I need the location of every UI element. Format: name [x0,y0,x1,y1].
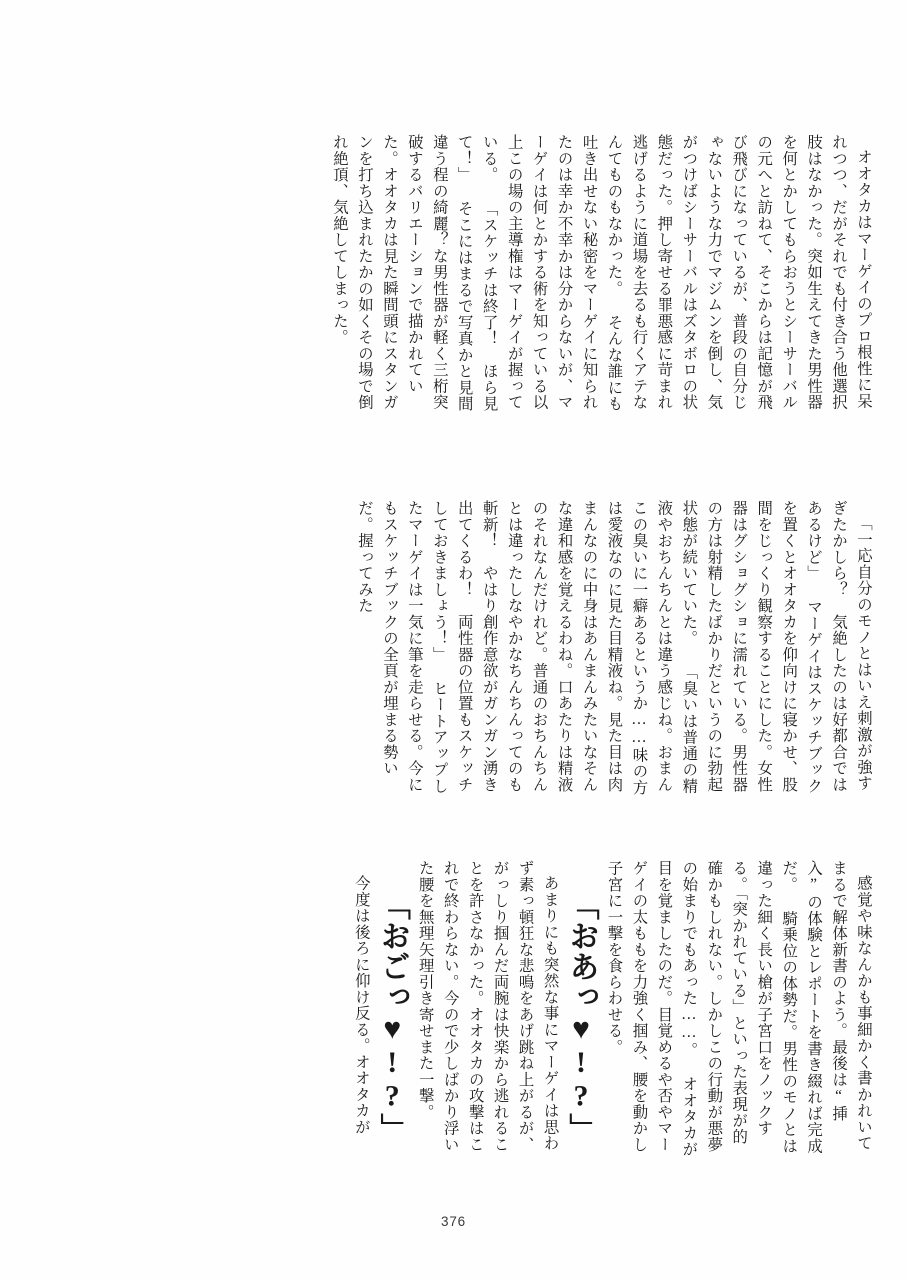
page-number: 376 [441,1214,466,1229]
paragraph-3c: 今度は後ろに仰け反る。オオタカが [352,875,370,1136]
shout-line-2: 「おごっ♥!?」 [375,890,409,1144]
text-block-1 [65,134,875,419]
paragraph-1: オオタカはマーゲイのプロ根性に呆れつつ、だがそれでも付き合う他選択肢はなかった。突如生えてきた男性器を何とかしてもらおうとシーサーバルの元へと訪ねて、そこからは記憶が飛び飛びになっているが、普段の自分じゃないような力でマジムンを倒し、気がつけばシーサーバルはズタボロの状態だった。押し寄せる罪悪感に苛まれ逃げるように道場を去るも行くアテなんてものもなかった。 そんな誰にも吐き出せない秘密をマーゲイに知られたのは幸か不幸かは分からないが、マーゲイは何とかする術を知っている以上この場の主導権はマーゲイが握っている。 「スケッチは終了！ ほら見て！」 そこにはまるで写真かと見間違う程の綺麗？な男性器が軽く三桁突破するバリエーションで描かれていた。オオタカは見た瞬間頭にスタンガンを打ち込まれたかの如くその場で倒れ絶頂、気絶してしまった。 [330,134,872,412]
paragraph-2: 「一応自分のモノとはいえ刺激が強すぎたかしら？ 気絶したのは好都合ではあるけど」 マーゲイはスケッチブックを置くとオオタカを仰向けに寝かせ、股間をじっくり観察することにした。女性器はグショグショに濡れている。男性器の方は射精したばかりだというのに勃起状態が続いていた。 「臭いは普通の精液やおちんちんとは違う感じね。おまんこの臭いに一癖あるというか……味の方は愛液なのに見た目精液ね。見た目は肉まんなのに中身はあんまんみたいなそんな違和感を覚えるわね。口あたりは精液のそれなんだけれど。普通のおちんちんとは違ったしなやかなちんちんってのも斬新！ やはり創作意欲がガンガン湧き出てくるわ！ 両性器の位置もスケッチしておきましょう！」 ヒートアップしたマーゲイは一気に筆を走らせる。今にもスケッチブックの全頁が埋まる勢いだ。握ってみた [355,500,872,796]
shout-line-1: 「おあっ♥!?」 [564,890,598,1144]
paragraph-3b: あまりにも突然な事にマーゲイは思わず素っ頓狂な悲鳴をあげ跳ね上がるが、がっしり掴んだ両腕は快楽から逃れることを許さなかった。オオタカの攻撃はこれで終わらない。今ので少しばかり浮いた腰を無理矢理引き寄せまた一撃。 [416,860,559,1153]
text-block-3 [65,860,875,1160]
paragraph-3a: 感覚や味なんかも事細かく書かれいてまるで解体新書のよう。最後は“挿入”の体験とレポートを書き綴れば完成だ。 騎乗位の体勢だ。男性のモノとは違った細く長い槍が子宮口をノックする。「突かれている」といった表現が的確かもしれない。しかしこの行動が悪夢の始まりでもあった……。 オオタカが目を覚ましたのだ。目覚めるや否やマーゲイの太ももを力強く掴み、腰を動かし子宮に一撃を食らわせる。 [605,860,872,1158]
text-block-2 [65,500,875,800]
